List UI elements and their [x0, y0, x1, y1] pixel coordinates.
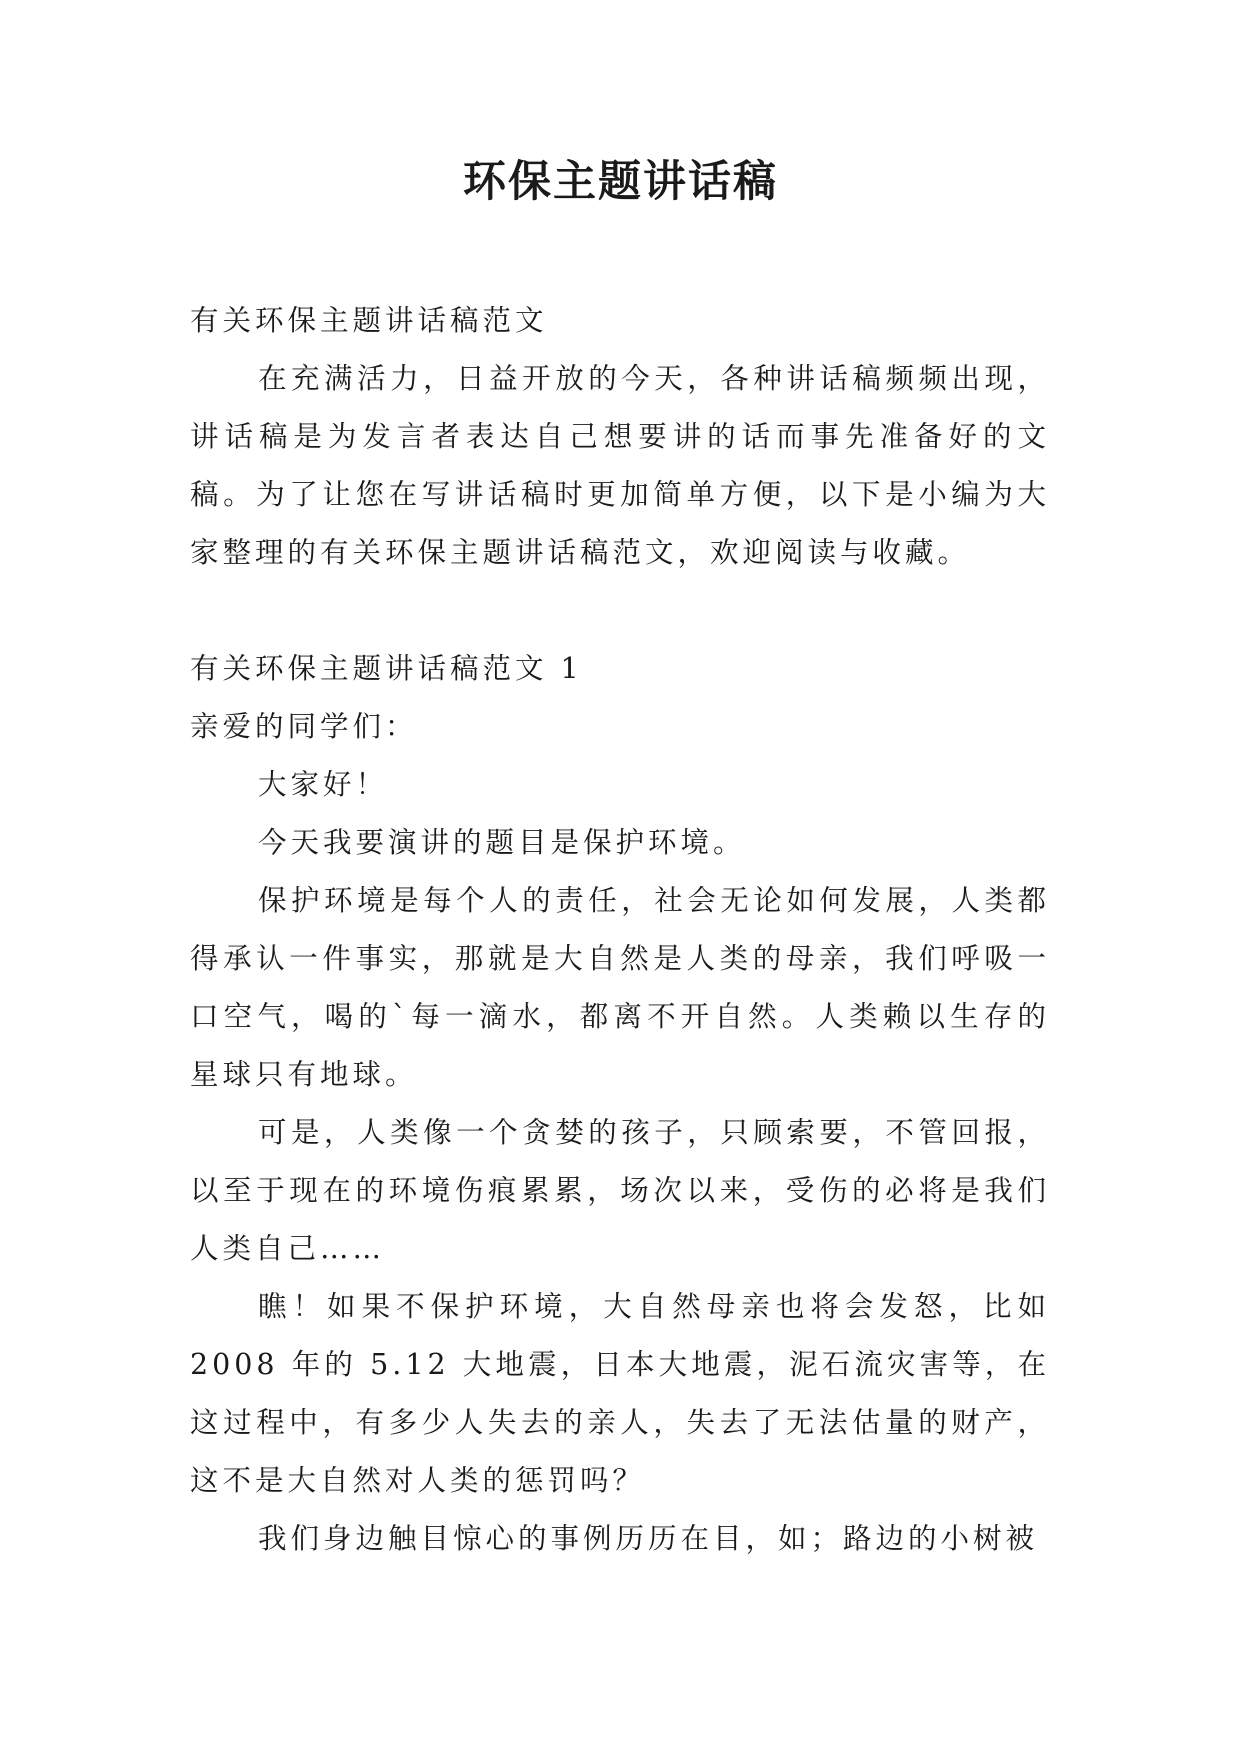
greeting: 大家好！	[258, 768, 389, 801]
document-body	[190, 292, 1050, 1568]
body-paragraph: 瞧！如果不保护环境，大自然母亲也将会发怒，比如2008 年的 5.12 大地震，日本大地震，泥石流灾害等，在这过程中，有多少人失去的亲人，失去了无法估量的财产，这不是大自然对人类的惩罚吗？	[190, 1290, 1050, 1497]
paragraph-gap	[190, 582, 1050, 640]
intro-paragraph: 在充满活力，日益开放的今天，各种讲话稿频频出现，讲话稿是为发言者表达自己想要讲的话而事先准备好的文稿。为了让您在写讲话稿时更加简单方便，以下是小编为大家整理的有关环保主题讲话稿范文，欢迎阅读与收藏。	[190, 362, 1050, 569]
body-paragraph: 我们身边触目惊心的事例历历在目，如；路边的小树被	[258, 1522, 1039, 1555]
article-heading: 有关环保主题讲话稿范文 1	[190, 652, 583, 685]
topic-paragraph: 今天我要演讲的题目是保护环境。	[258, 826, 746, 859]
body-paragraph: 保护环境是每个人的责任，社会无论如何发展，人类都得承认一件事实，那就是大自然是人类的母亲，我们呼吸一口空气，喝的`每一滴水，都离不开自然。人类赖以生存的星球只有地球。	[190, 884, 1050, 1091]
document-title: 环保主题讲话稿	[463, 157, 778, 207]
salutation: 亲爱的同学们：	[190, 710, 418, 743]
section-heading: 有关环保主题讲话稿范文	[190, 304, 548, 337]
body-paragraph: 可是，人类像一个贪婪的孩子，只顾索要，不管回报，以至于现在的环境伤痕累累，场次以来，受伤的必将是我们人类自己……	[190, 1116, 1050, 1265]
